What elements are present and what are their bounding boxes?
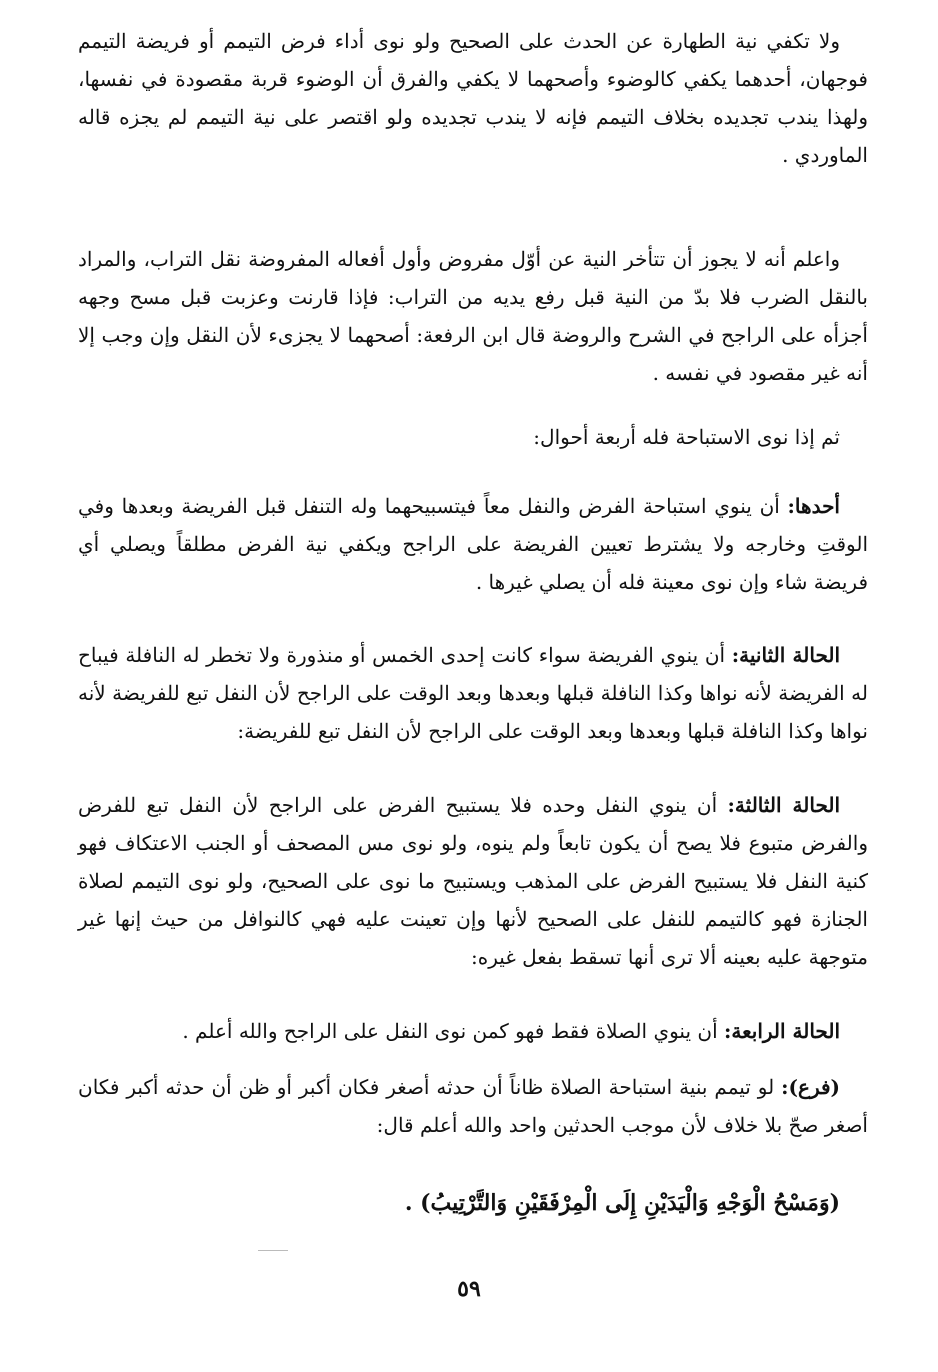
paragraph-6 (78, 786, 868, 976)
paragraph-8-label: (فرع): (781, 1075, 841, 1099)
paragraph-4 (78, 487, 868, 601)
paragraph-4-label: أحدها: (787, 494, 840, 518)
paragraph-3: ثم إذا نوى الاستباحة فله أربعة أحوال: (533, 425, 840, 449)
paragraph-4-body: أن ينوي استباحة الفرض والنفل معاً فيتسبيحهما وله التنفل قبل الفريضة وبعدها وفي الوقتِ وخارجه ولا يشترط تعيين الفريضة على الراجح ويكفي نية الفرض مطلقاً ويصلي أي فريضة شاء وإن نوى معينة فله أن يصلي غيرها . (78, 494, 869, 594)
paragraph-9-matn: (وَمَسْحُ الْوَجْهِ وَالْيَدَيْنِ إِلَى الْمِرْفَقَيْنِ وَالتَّرْتِيبُ) . (404, 1190, 840, 1216)
paragraph-8-body: لو تيمم بنية استباحة الصلاة ظاناً أن حدثه أصغر فكان أكبر أو ظن أن حدثه أكبر فكان أصغر صحّ بلا خلاف لأن موجب الحدثين واحد والله أعلم قال: (78, 1075, 868, 1137)
paragraph-5-label: الحالة الثانية: (731, 643, 841, 667)
paragraph-1: ولا تكفي نية الطهارة عن الحدث على الصحيح ولو نوى أداء فرض التيمم أو فريضة التيمم فوجهان، أحدهما يكفي كالوضوء وأصحهما لا يكفي والفرق أن الوضوء قربة مقصودة في نفسها، ولهذا يندب تجديده بخلاف التيمم فإنه لا يندب تجديده ولو اقتصر على نية التيمم لم يجزه قاله الماوردي . (78, 29, 868, 167)
scan-mark (258, 1250, 288, 1251)
paragraph-6-label: الحالة الثالثة: (727, 793, 841, 817)
paragraph-7-body: أن ينوي الصلاة فقط فهو كمن نوى النفل على الراجح والله أعلم . (182, 1019, 718, 1043)
page-number: ٥٩ (457, 1276, 481, 1302)
paragraph-5 (78, 636, 868, 750)
paragraph-5-body: أن ينوي الفريضة سواء كانت إحدى الخمس أو منذورة ولا تخطر له النافلة فيباح له الفريضة لأنه نواها وكذا النافلة قبلها وبعدها وبعد الوقت على الراجح لأن النفل تبع للفريضة لأنه نواها وكذا النافلة قبلها وبعدها وبعد الوقت على الراجح لأن النفل تبع للفريضة: (78, 643, 868, 743)
paragraph-8 (78, 1068, 868, 1144)
paragraph-6-body: أن ينوي النفل وحده فلا يستبيح الفرض على الراجح لأن النفل تبع للفرض والفرض متبوع فلا يصح أن يكون تابعاً ولم ينوه، ولو نوى مس المصحف أو الجنب الاعتكاف فهو كنية النفل فلا يستبيح الفرض على المذهب ويستبيح ما نوى على الصحيح، ولو نوى التيمم لصلاة الجنازة فهو كالتيمم للنفل على الصحيح لأنها وإن تعينت عليه فهي كالنوافل من حيث إنها غير متوجهة عليه بعينه ألا ترى أنها تسقط بفعل غيره: (78, 793, 868, 969)
paragraph-7-label: الحالة الرابعة: (724, 1019, 840, 1043)
paragraph-2: واعلم أنه لا يجوز أن تتأخر النية عن أوّل مفروض وأول أفعاله المفروضة نقل التراب، والمراد بالنقل الضرب فلا بدّ من النية قبل رفع يديه من التراب: فإذا قارنت وعزبت قبل مسح وجهه أجزأه على الراجح في الشرح والروضة قال ابن الرفعة: أصحهما لا يجزىء لأن النقل وإن وجب إلا أنه غير مقصود في نفسه . (78, 247, 868, 385)
paragraph-7 (78, 1012, 868, 1050)
